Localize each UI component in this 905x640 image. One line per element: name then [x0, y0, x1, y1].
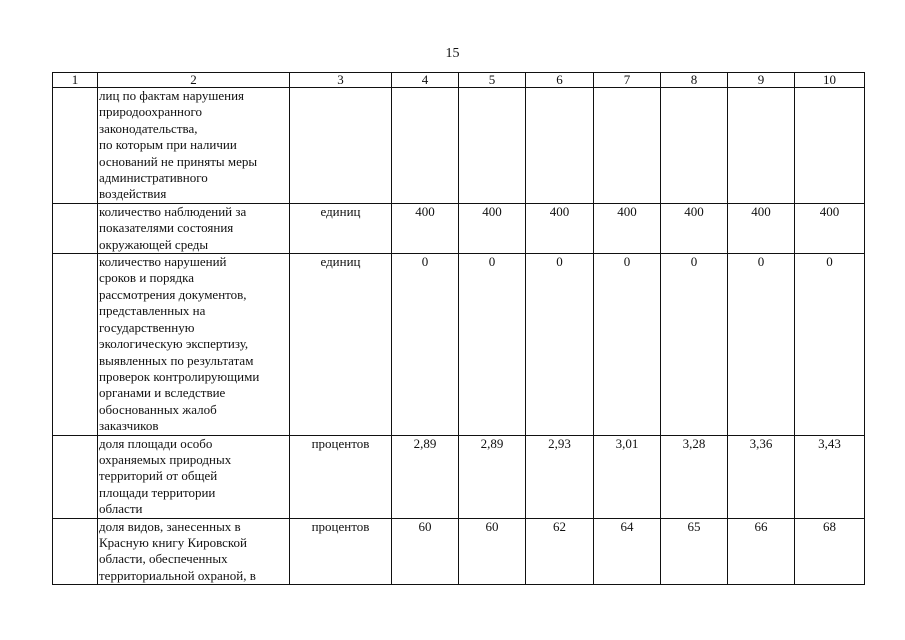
- value-cell: 60: [392, 518, 459, 585]
- table-row: [53, 518, 865, 585]
- unit-cell: [290, 88, 392, 204]
- column-header: 2: [98, 73, 290, 88]
- column-header: 9: [728, 73, 795, 88]
- column-header: 3: [290, 73, 392, 88]
- value-cell: 2,89: [392, 435, 459, 518]
- indicator-name-cell: [98, 88, 290, 204]
- indicator-name-cell: [98, 518, 290, 585]
- value-cell: 400: [392, 203, 459, 253]
- column-header: 10: [795, 73, 865, 88]
- indicator-name-line: территорий от общей: [99, 468, 218, 484]
- indicator-name-line: природоохранного: [99, 104, 203, 120]
- column-header: 1: [53, 73, 98, 88]
- value-cell: 0: [459, 254, 526, 435]
- table-row: [53, 435, 865, 518]
- value-cell: 68: [795, 518, 865, 585]
- value-cell: 60: [459, 518, 526, 585]
- indicator-name-line: сроков и порядка: [99, 270, 194, 286]
- value-cell: 400: [594, 203, 661, 253]
- indicator-name-cell: [98, 254, 290, 435]
- value-cell: 2,89: [459, 435, 526, 518]
- value-cell: 0: [392, 254, 459, 435]
- indicator-name-line: представленных на: [99, 303, 206, 319]
- unit-cell: процентов: [290, 518, 392, 585]
- indicator-name-line: оснований не приняты меры: [99, 153, 258, 169]
- value-cell: [459, 88, 526, 204]
- column-header: 5: [459, 73, 526, 88]
- value-cell: 3,36: [728, 435, 795, 518]
- indicator-name-line: области, обеспеченных: [99, 551, 228, 567]
- indicator-name-line: Красную книгу Кировской: [99, 534, 248, 550]
- value-cell: 65: [661, 518, 728, 585]
- value-cell: 0: [661, 254, 728, 435]
- column-header: 4: [392, 73, 459, 88]
- table-row: [53, 88, 865, 204]
- value-cell: [526, 88, 594, 204]
- indicator-name-line: количество наблюдений за: [99, 203, 247, 219]
- value-cell: [728, 88, 795, 204]
- indicator-name-line: заказчиков: [99, 418, 159, 434]
- value-cell: 3,01: [594, 435, 661, 518]
- row-number-cell: [53, 435, 98, 518]
- indicator-name-line: выявленных по результатам: [99, 352, 254, 368]
- indicator-name-line: воздействия: [99, 186, 167, 202]
- indicator-name-line: доля площади особо: [99, 435, 213, 451]
- table-row: [53, 254, 865, 435]
- value-cell: 2,93: [526, 435, 594, 518]
- table-row: [53, 203, 865, 253]
- value-cell: 3,43: [795, 435, 865, 518]
- indicator-name-line: рассмотрения документов,: [99, 286, 247, 302]
- unit-cell: единиц: [290, 203, 392, 253]
- value-cell: 62: [526, 518, 594, 585]
- indicator-name-line: органами и вследствие: [99, 385, 226, 401]
- column-header: 7: [594, 73, 661, 88]
- indicator-name-line: области: [99, 501, 143, 517]
- value-cell: 3,28: [661, 435, 728, 518]
- value-cell: 400: [661, 203, 728, 253]
- value-cell: [392, 88, 459, 204]
- unit-cell: единиц: [290, 254, 392, 435]
- indicator-name-line: охраняемых природных: [99, 451, 232, 467]
- indicator-table: [52, 72, 865, 585]
- indicator-name-line: окружающей среды: [99, 236, 209, 252]
- value-cell: [795, 88, 865, 204]
- indicator-name-line: лиц по фактам нарушения: [99, 88, 245, 103]
- value-cell: 400: [459, 203, 526, 253]
- row-number-cell: [53, 203, 98, 253]
- indicator-name-line: площади территории: [99, 484, 216, 500]
- value-cell: 64: [594, 518, 661, 585]
- column-header: 8: [661, 73, 728, 88]
- indicator-name-line: государственную: [99, 319, 195, 335]
- indicator-name-cell: [98, 203, 290, 253]
- indicator-name-line: экологическую экспертизу,: [99, 336, 249, 352]
- value-cell: 0: [526, 254, 594, 435]
- indicator-name-line: территориальной охраной, в: [99, 567, 256, 583]
- indicator-name-line: законодательства,: [99, 120, 198, 136]
- indicator-name-line: доля видов, занесенных в: [99, 518, 241, 534]
- header-row: [53, 73, 865, 88]
- indicator-name-line: проверок контролирующими: [99, 368, 260, 384]
- indicator-name-cell: [98, 435, 290, 518]
- row-number-cell: [53, 88, 98, 204]
- indicator-name-line: количество нарушений: [99, 254, 227, 270]
- value-cell: [594, 88, 661, 204]
- row-number-cell: [53, 254, 98, 435]
- column-header: 6: [526, 73, 594, 88]
- value-cell: 66: [728, 518, 795, 585]
- indicator-name-line: показателями состояния: [99, 220, 234, 236]
- value-cell: 400: [728, 203, 795, 253]
- unit-cell: процентов: [290, 435, 392, 518]
- page-number: 15: [445, 46, 460, 61]
- indicator-name-line: по которым при наличии: [99, 137, 237, 153]
- value-cell: 0: [594, 254, 661, 435]
- value-cell: 0: [728, 254, 795, 435]
- indicator-name-line: обоснованных жалоб: [99, 401, 217, 417]
- value-cell: 400: [795, 203, 865, 253]
- value-cell: [661, 88, 728, 204]
- row-number-cell: [53, 518, 98, 585]
- indicator-name-line: административного: [99, 170, 208, 186]
- value-cell: 400: [526, 203, 594, 253]
- value-cell: 0: [795, 254, 865, 435]
